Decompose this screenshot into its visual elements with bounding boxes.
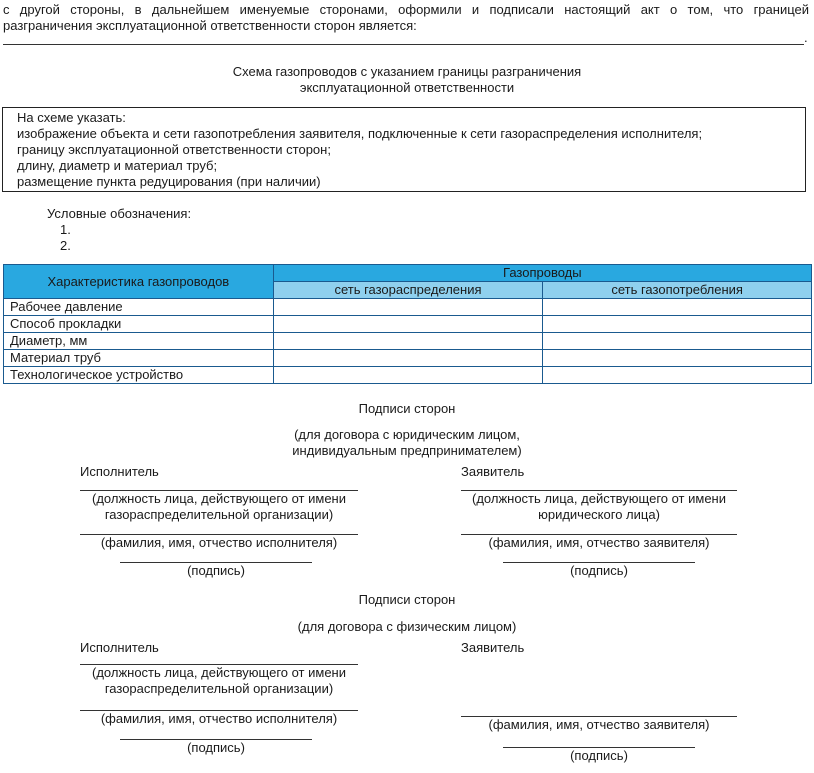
legend-title: Условные обозначения:: [47, 206, 192, 221]
applicant-position-caption-1: [440, 491, 758, 523]
applicant-signature-caption-1: (подпись): [570, 563, 628, 578]
row-label: Рабочее давление: [4, 299, 274, 316]
cell-consumption[interactable]: [543, 350, 812, 367]
instruction-line: На схеме указать:: [17, 110, 126, 125]
cell-consumption[interactable]: [543, 316, 812, 333]
cell-consumption[interactable]: [543, 333, 812, 350]
caption-line: газораспределительной организации): [104, 507, 334, 522]
executor-signature-caption-1: (подпись): [187, 563, 245, 578]
header-consumption-network: сеть газопотребления: [543, 282, 812, 299]
applicant-label-2: Заявитель: [461, 640, 525, 655]
executor-position-caption-1: [60, 491, 378, 523]
row-label: Способ прокладки: [4, 316, 274, 333]
subtitle-line: (для договора с юридическим лицом,: [294, 427, 520, 442]
intro-paragraph: [3, 2, 809, 34]
scheme-title-line-2: эксплуатационной ответственности: [299, 80, 515, 95]
cell-distribution[interactable]: [273, 316, 543, 333]
cell-distribution[interactable]: [273, 350, 543, 367]
executor-position-caption-2: [60, 665, 378, 697]
executor-name-caption-2: (фамилия, имя, отчество исполнителя): [100, 711, 338, 726]
legend-item-2: 2.: [60, 238, 71, 253]
signatures-subtitle-1: [0, 427, 814, 459]
header-distribution-network: сеть газораспределения: [273, 282, 543, 299]
row-label: Технологическое устройство: [4, 367, 274, 384]
legend-item-1: 1.: [60, 222, 71, 237]
table-row: [4, 367, 812, 384]
scheme-title: [0, 64, 814, 96]
signatures-title-2: Подписи сторон: [358, 592, 456, 607]
table-row: [4, 333, 812, 350]
instruction-line: границу эксплуатационной ответственности сторон;: [17, 142, 331, 157]
table-row: [4, 350, 812, 367]
caption-line: юридического лица): [538, 507, 660, 522]
header-characteristic: Характеристика газопроводов: [4, 265, 274, 299]
intro-line-2: разграничения эксплуатационной ответственности сторон является:: [3, 18, 417, 33]
instruction-line: длину, диаметр и материал труб;: [17, 158, 218, 173]
scheme-title-line-1: Схема газопроводов с указанием границы разграничения: [232, 64, 582, 79]
intro-line-1: с другой стороны, в дальнейшем именуемые сторонами, оформили и подписали настоящий акт о том, что границей: [3, 2, 809, 17]
applicant-label-1: Заявитель: [461, 464, 525, 479]
subtitle-line: индивидуальным предпринимателем): [292, 443, 522, 458]
caption-line: (должность лица, действующего от имени: [472, 491, 726, 506]
applicant-signature-caption-2: (подпись): [570, 748, 628, 763]
boundary-fill-line[interactable]: [3, 44, 804, 45]
applicant-name-caption-1: (фамилия, имя, отчество заявителя): [488, 535, 710, 550]
pipeline-characteristics-table: [3, 264, 812, 384]
executor-name-caption-1: (фамилия, имя, отчество исполнителя): [100, 535, 338, 550]
cell-distribution[interactable]: [273, 367, 543, 384]
signatures-subtitle-2: (для договора с физическим лицом): [297, 619, 517, 634]
cell-consumption[interactable]: [543, 299, 812, 316]
signatures-title-1: Подписи сторон: [358, 401, 456, 416]
cell-distribution[interactable]: [273, 333, 543, 350]
end-dot: .: [804, 30, 808, 45]
scheme-instructions-box: [2, 107, 806, 192]
executor-label-1: Исполнитель: [80, 464, 159, 479]
applicant-name-caption-2: (фамилия, имя, отчество заявителя): [488, 717, 710, 732]
executor-signature-caption-2: (подпись): [187, 740, 245, 755]
instruction-line: изображение объекта и сети газопотребления заявителя, подключенные к сети газораспределения исполнителя;: [17, 126, 703, 141]
row-label: Диаметр, мм: [4, 333, 274, 350]
instruction-line: размещение пункта редуцирования (при наличии): [17, 174, 321, 189]
caption-line: (должность лица, действующего от имени: [92, 491, 346, 506]
header-pipelines: Газопроводы: [273, 265, 811, 282]
row-label: Материал труб: [4, 350, 274, 367]
caption-line: газораспределительной организации): [104, 681, 334, 696]
table-row: [4, 299, 812, 316]
cell-consumption[interactable]: [543, 367, 812, 384]
cell-distribution[interactable]: [273, 299, 543, 316]
caption-line: (должность лица, действующего от имени: [92, 665, 346, 680]
executor-label-2: Исполнитель: [80, 640, 159, 655]
table-row: [4, 316, 812, 333]
